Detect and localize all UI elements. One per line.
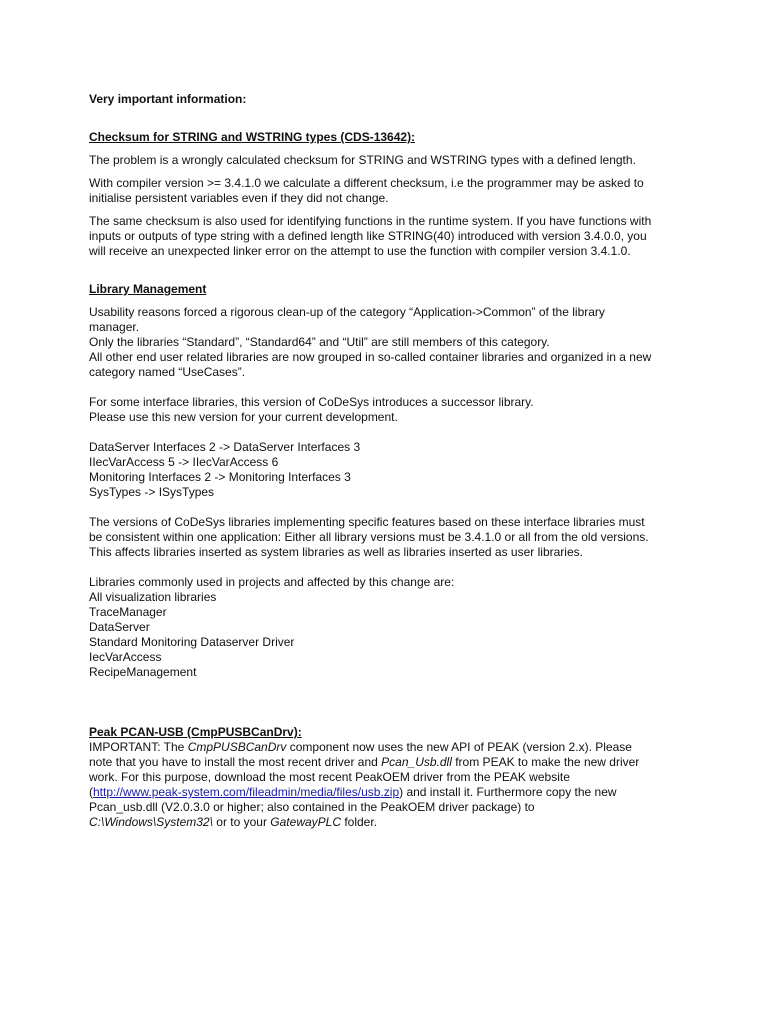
- library-line-7: Please use this new version for your current development.: [89, 410, 398, 424]
- library-heading: Library Management: [89, 282, 207, 296]
- mapping-item: DataServer Interfaces 2 -> DataServer Interfaces 3: [89, 440, 361, 454]
- checksum-paragraph-1: The problem is a wrongly calculated checksum for STRING and WSTRING types with a defined length.: [89, 153, 636, 167]
- checksum-p3-line-3: will receive an unexpected linker error on the attempt to use the function with compiler version 3.4.1.0.: [89, 244, 631, 258]
- library-paragraph-2: [89, 395, 689, 425]
- peak-line-2: [89, 755, 689, 770]
- checksum-p2-line-1: With compiler version >= 3.4.1.0 we calculate a different checksum, i.e the programmer may be asked to: [89, 176, 644, 190]
- affected-item: IecVarAccess: [89, 650, 162, 664]
- peak-line-1-end: component now uses the new API of PEAK (version 2.x). Please: [286, 740, 632, 754]
- library-line-2: manager.: [89, 320, 140, 334]
- document-page: [89, 92, 689, 830]
- component-name: CmpPUSBCanDrv: [187, 740, 287, 754]
- peak-line-4-open: (: [89, 785, 93, 799]
- peak-line-4: [89, 785, 689, 800]
- peak-line-5: Pcan_usb.dll (V2.0.3.0 or higher; also contained in the PeakOEM driver package) to: [89, 800, 535, 814]
- library-mapping-list: [89, 440, 689, 500]
- affected-item: Standard Monitoring Dataserver Driver: [89, 635, 295, 649]
- peak-line-6-mid: or to your: [212, 815, 271, 829]
- library-line-3: Only the libraries “Standard”, “Standard64” and “Util” are still members of this category.: [89, 335, 550, 349]
- checksum-paragraph-2: [89, 176, 689, 206]
- affected-item: DataServer: [89, 620, 150, 634]
- library-line-6: For some interface libraries, this version of CoDeSys introduces a successor library.: [89, 395, 534, 409]
- library-line-5: category named “UseCases”.: [89, 365, 246, 379]
- peak-line-6-end: folder.: [341, 815, 378, 829]
- library-paragraph-1: [89, 305, 689, 380]
- checksum-p2-line-2: initialise persistent variables even if they did not change.: [89, 191, 389, 205]
- dll-name: Pcan_Usb.dll: [381, 755, 452, 769]
- affected-libraries-list: [89, 575, 689, 680]
- checksum-p3-line-2: inputs or outputs of type string with a defined length like STRING(40) introduced with version 3.4.0.0, you: [89, 229, 647, 243]
- versions-line-1: The versions of CoDeSys libraries implementing specific features based on these interface libraries must: [89, 515, 645, 529]
- affected-item: All visualization libraries: [89, 590, 217, 604]
- peak-download-link[interactable]: http://www.peak-system.com/fileadmin/media/files/usb.zip: [93, 785, 400, 799]
- peak-line-4-end: ) and install it. Furthermore copy the new: [399, 785, 617, 799]
- library-line-4: All other end user related libraries are now grouped in so-called container libraries and organized in a new: [89, 350, 652, 364]
- checksum-paragraph-3: [89, 214, 689, 259]
- mapping-item: Monitoring Interfaces 2 -> Monitoring Interfaces 3: [89, 470, 351, 484]
- mapping-item: SysTypes -> ISysTypes: [89, 485, 215, 499]
- affected-item: RecipeManagement: [89, 665, 197, 679]
- library-line-1: Usability reasons forced a rigorous clean-up of the category “Application->Common” of the library: [89, 305, 605, 319]
- checksum-heading: Checksum for STRING and WSTRING types (CDS-13642):: [89, 130, 416, 144]
- peak-line-1-text: IMPORTANT: The: [89, 740, 188, 754]
- peak-heading: Peak PCAN-USB (CmpPUSBCanDrv):: [89, 725, 302, 739]
- gateway-folder: GatewayPLC: [270, 815, 341, 829]
- checksum-p3-line-1: The same checksum is also used for identifying functions in the runtime system. If you have functions with: [89, 214, 652, 228]
- document-title: Very important information:: [89, 92, 247, 106]
- system32-path: C:\Windows\System32\: [89, 815, 213, 829]
- versions-line-3: This affects libraries inserted as system libraries as well as libraries inserted as user libraries.: [89, 545, 583, 559]
- versions-line-2: be consistent within one application: Either all library versions must be 3.4.1.0 or all from the old versions.: [89, 530, 649, 544]
- peak-paragraph: [89, 740, 689, 830]
- peak-line-2-text: note that you have to install the most recent driver and: [89, 755, 382, 769]
- peak-line-2-end: from PEAK to make the new driver: [451, 755, 640, 769]
- peak-line-1: [89, 740, 689, 755]
- affected-intro: Libraries commonly used in projects and affected by this change are:: [89, 575, 455, 589]
- peak-line-6: [89, 815, 689, 830]
- library-versions-paragraph: [89, 515, 689, 560]
- peak-line-3: work. For this purpose, download the most recent PeakOEM driver from the PEAK website: [89, 770, 570, 784]
- mapping-item: IIecVarAccess 5 -> IIecVarAccess 6: [89, 455, 279, 469]
- affected-item: TraceManager: [89, 605, 167, 619]
